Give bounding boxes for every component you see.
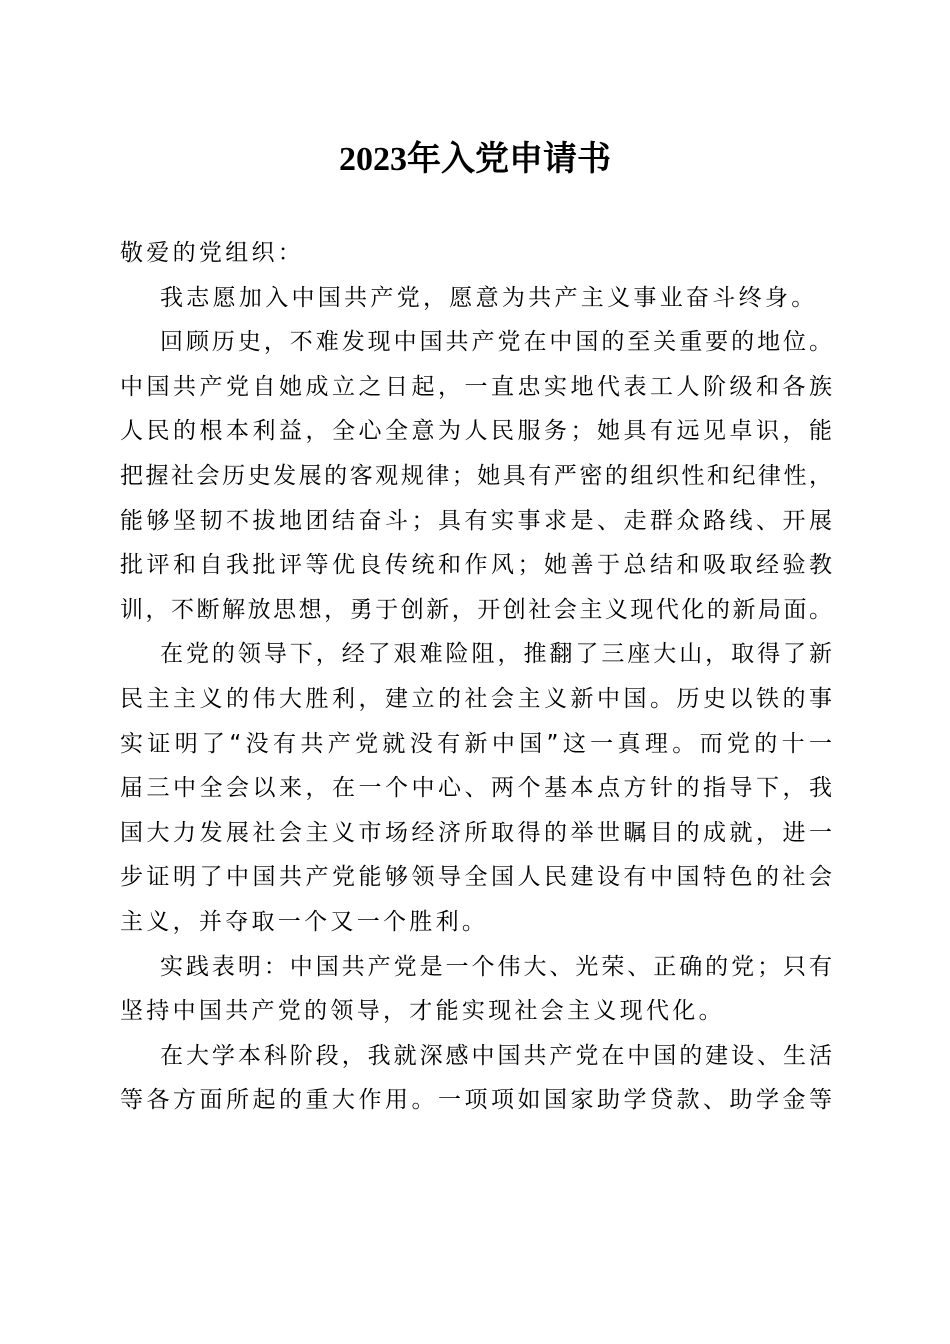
text-line: 把握社会历史发展的客观规律；她具有严密的组织性和纪律性， (120, 462, 832, 489)
text-line: 敬爱的党组织： (120, 240, 305, 266)
text-line: 训，不断解放思想，勇于创新，开创社会主义现代化的新局面。 (120, 596, 832, 623)
text-line: 能够坚韧不拔地团结奋斗；具有实事求是、走群众路线、开展 (120, 507, 832, 534)
text-line: 我志愿加入中国共产党，愿意为共产主义事业奋斗终身。 (160, 284, 818, 311)
text-line: 在大学本科阶段，我就深感中国共产党在中国的建设、生活 (160, 1042, 832, 1069)
text-line: 人民的根本利益，全心全意为人民服务；她具有远见卓识，能 (120, 418, 832, 445)
text-line: 回顾历史，不难发现中国共产党在中国的至关重要的地位。 (160, 329, 832, 356)
text-line: 实证明了“没有共产党就没有新中国”这一真理。而党的十一 (120, 730, 832, 757)
text-line: 中国共产党自她成立之日起，一直忠实地代表工人阶级和各族 (120, 373, 832, 400)
text-line: 实践表明：中国共产党是一个伟大、光荣、正确的党；只有 (160, 953, 832, 980)
document-title: 2023年入党申请书 (339, 141, 611, 178)
text-line: 坚持中国共产党的领导，才能实现社会主义现代化。 (120, 998, 725, 1025)
text-line: 步证明了中国共产党能够领导全国人民建设有中国特色的社会 (120, 864, 832, 891)
text-line: 批评和自我批评等优良传统和作风；她善于总结和吸取经验教 (120, 552, 832, 579)
text-line: 届三中全会以来，在一个中心、两个基本点方针的指导下，我 (120, 775, 832, 802)
text-line: 在党的领导下，经了艰难险阻，推翻了三座大山，取得了新 (160, 641, 832, 668)
text-line: 等各方面所起的重大作用。一项项如国家助学贷款、助学金等 (120, 1087, 832, 1114)
text-line: 国大力发展社会主义市场经济所取得的举世瞩目的成就，进一 (120, 819, 832, 846)
text-line: 民主主义的伟大胜利，建立的社会主义新中国。历史以铁的事 (120, 685, 832, 712)
text-line: 主义，并夺取一个又一个胜利。 (120, 908, 489, 935)
document-body (120, 231, 832, 1123)
